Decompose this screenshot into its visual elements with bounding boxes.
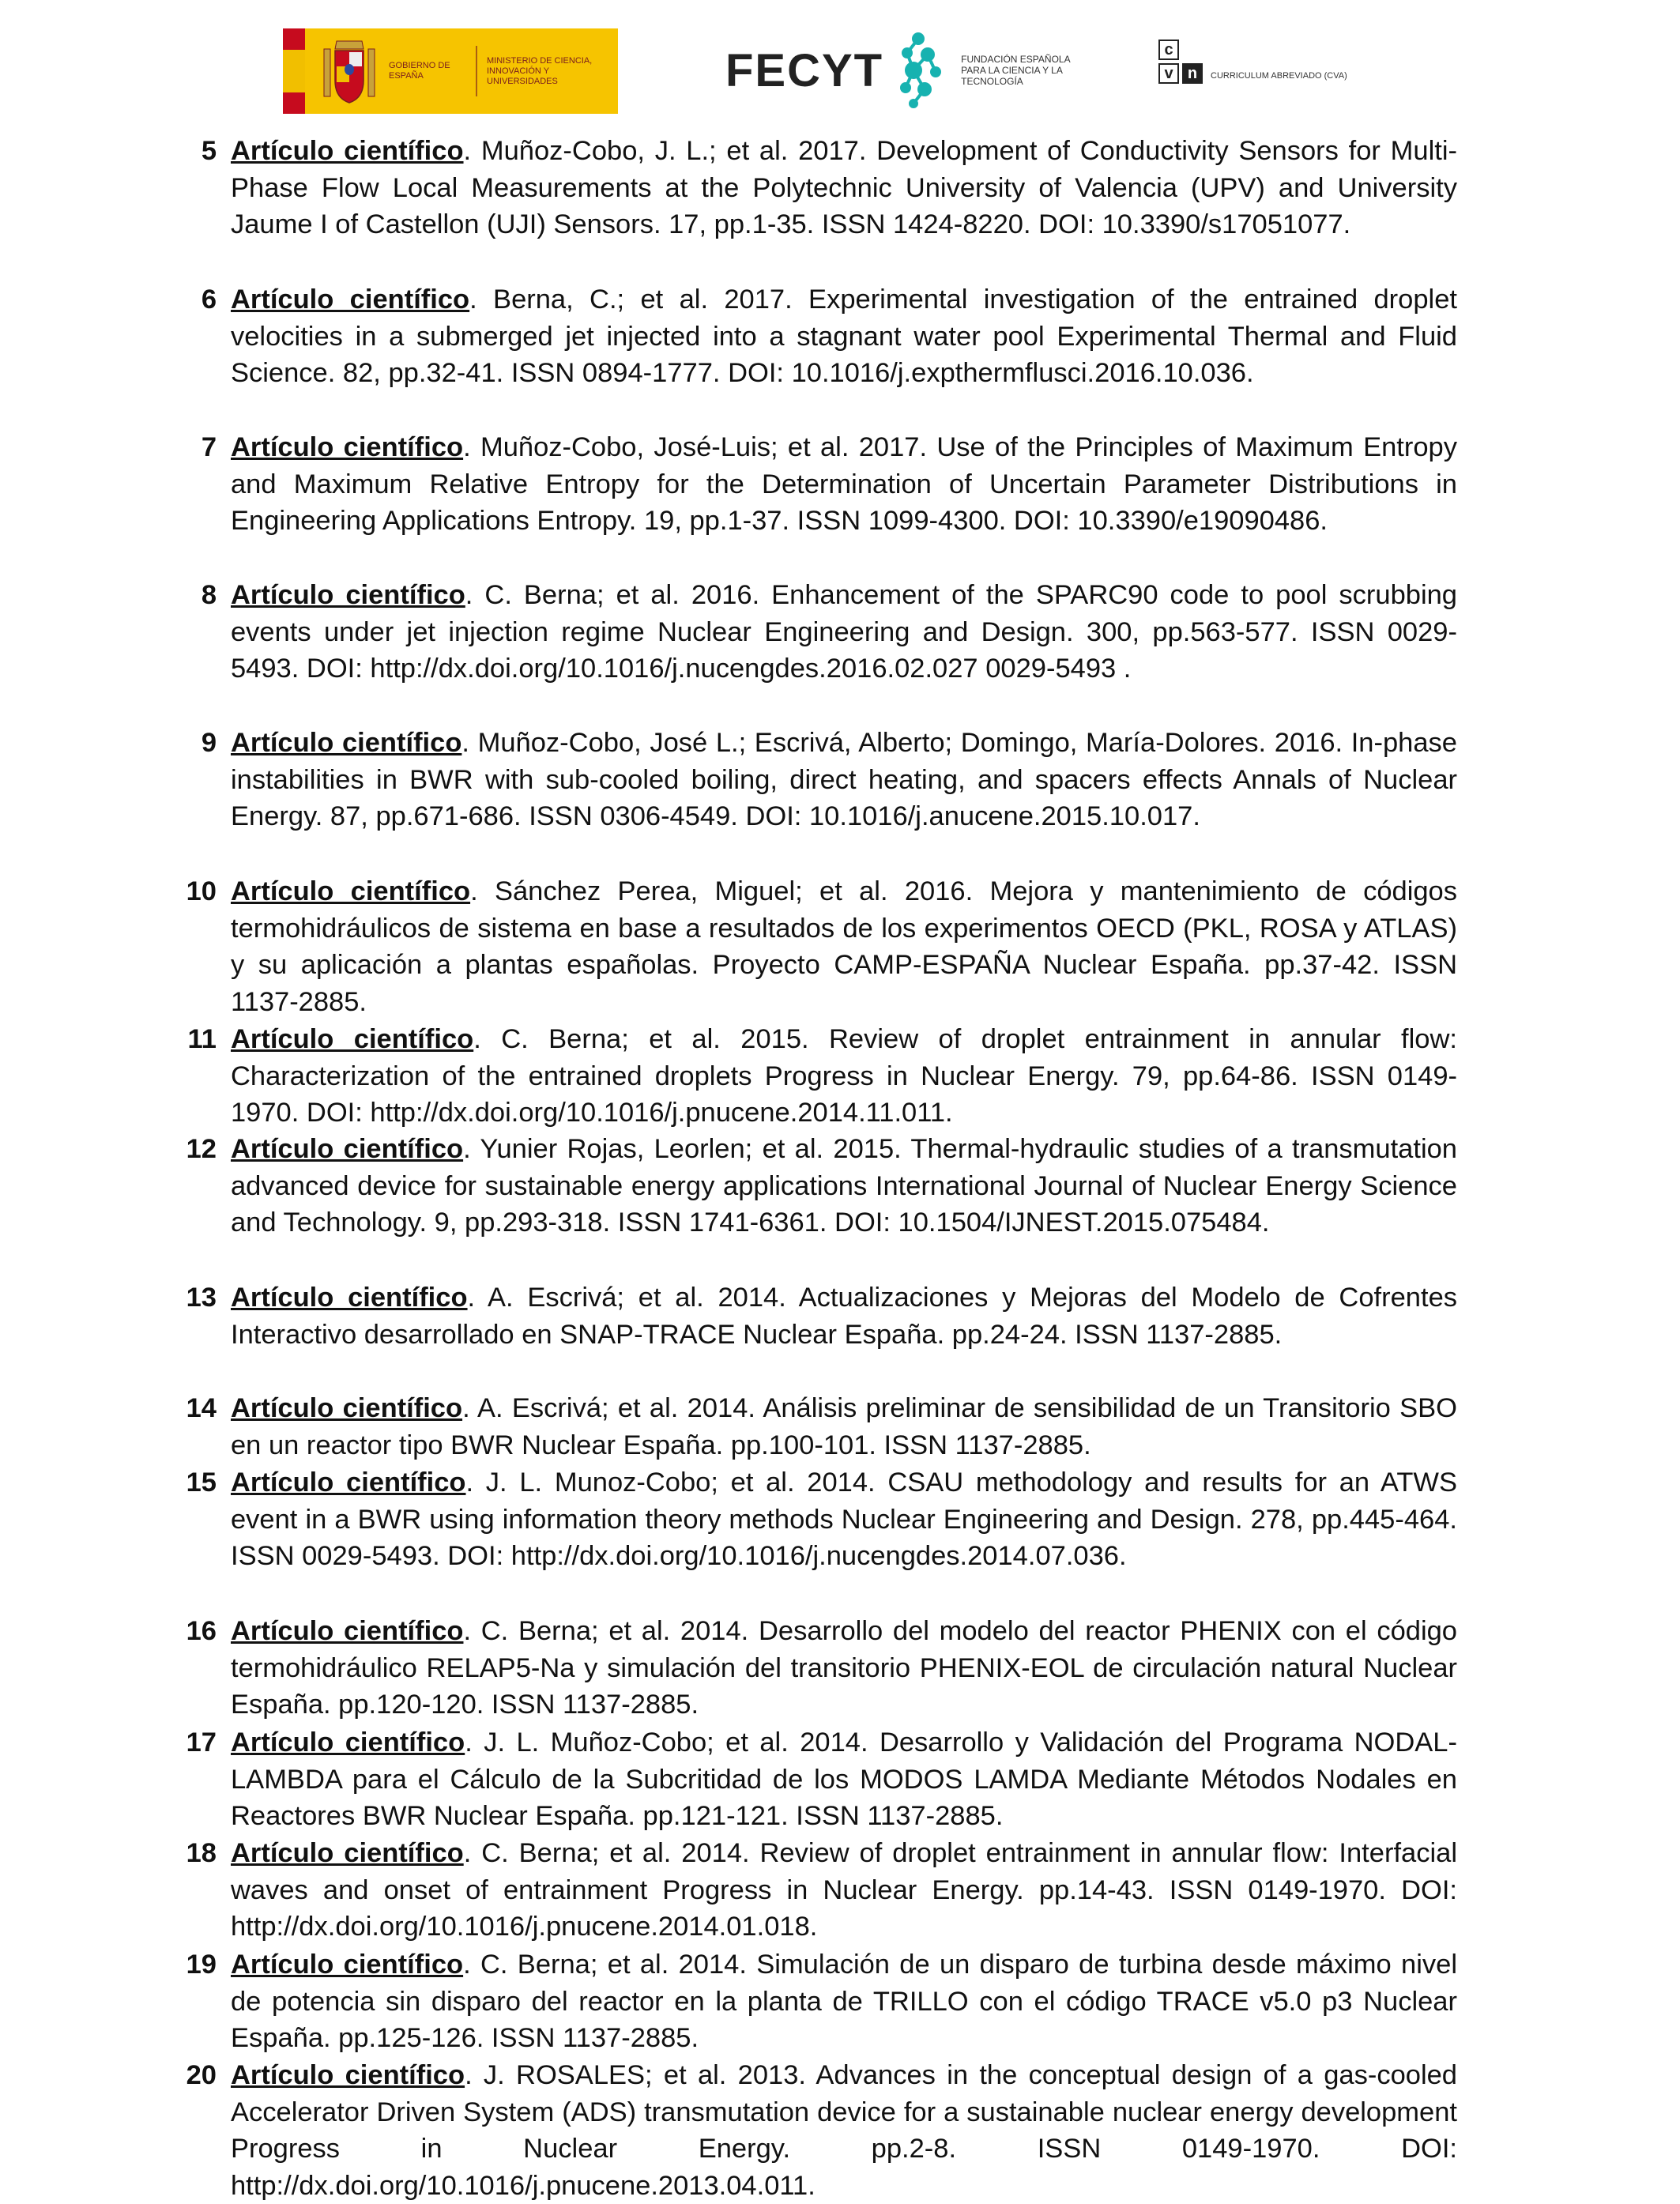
cvn-letter-v: v xyxy=(1158,63,1179,84)
entry-type-label: Artículo científico xyxy=(231,1950,464,1980)
entry-citation: . C. Berna; et al. 2015. Review of droplet entrainment in annular flow: Characterization of the entrained droplets Progress in Nuclear Energy. 79, pp.64-86. ISSN 0149-1970. DOI: http://dx.doi.org/10.1016/j.pnucene.2014.11.011. xyxy=(231,1024,1457,1128)
entry-text xyxy=(231,1613,1457,1724)
entry-number: 16 xyxy=(186,1616,217,1646)
entry-citation: . Yunier Rojas, Leorlen; et al. 2015. Thermal-hydraulic studies of a transmutation advanced device for sustainable energy applications International Journal of Nuclear Energy Science and Technology. 9, pp.293-318. ISSN 1741-6361. DOI: 10.1504/IJNEST.2015.075484. xyxy=(231,1134,1457,1238)
entry-number: 13 xyxy=(186,1283,217,1313)
entry-citation: . A. Escrivá; et al. 2014. Actualizaciones y Mejoras del Modelo de Cofrentes Interactivo desarrollado en SNAP-TRACE Nuclear España. pp.24-24. ISSN 1137-2885. xyxy=(231,1283,1458,1350)
entry-number: 17 xyxy=(186,1727,217,1758)
entry-citation: . C. Berna; et al. 2016. Enhancement of the SPARC90 code to pool scrubbing events under jet injection regime Nuclear Engineering and Design. 300, pp.563-577. ISSN 0029-5493. DOI: http://dx.doi.org/10.1016/j.nucengdes.2016.02.027 0029-5493 . xyxy=(231,580,1457,684)
entry-text xyxy=(231,281,1457,392)
entry-text xyxy=(231,1464,1457,1575)
entry-text xyxy=(231,1390,1457,1464)
entry-type-label: Artículo científico xyxy=(231,1393,463,1423)
entry-type-label: Artículo científico xyxy=(231,1467,466,1498)
entry-number: 20 xyxy=(186,2060,217,2090)
entry-text xyxy=(231,873,1457,1020)
entry-type-label: Artículo científico xyxy=(231,432,464,462)
entry-number: 15 xyxy=(186,1467,217,1498)
entry-text xyxy=(231,2057,1457,2204)
cvn-letter-n: n xyxy=(1182,63,1203,84)
entry-type-label: Artículo científico xyxy=(231,1283,468,1313)
fecyt-fullname: FUNDACIÓN ESPAÑOLA PARA LA CIENCIA Y LA TECNOLOGÍA xyxy=(961,54,1070,87)
entry-text xyxy=(231,1021,1457,1132)
entry-text xyxy=(231,725,1457,835)
entry-text xyxy=(231,577,1457,688)
entry-citation: . C. Berna; et al. 2014. Desarrollo del modelo del reactor PHENIX con el código termohidráulico RELAP5-Na y simulación del transitorio PHENIX-EOL de circulación natural Nuclear España. pp.120-120. ISSN 1137-2885. xyxy=(231,1616,1457,1720)
entry-citation: . Muñoz-Cobo, José-Luis; et al. 2017. Use of the Principles of Maximum Entropy and Maximum Relative Entropy for the Determination of Uncertain Parameter Distributions in Engineering Applications Entropy. 19, pp.1-37. ISSN 1099-4300. DOI: 10.3390/e19090486. xyxy=(231,432,1457,536)
entry-number: 5 xyxy=(201,136,217,166)
entry-type-label: Artículo científico xyxy=(231,1838,464,1868)
entry-text xyxy=(231,133,1457,243)
entry-number: 7 xyxy=(201,432,217,462)
entry-citation: . J. L. Muñoz-Cobo; et al. 2014. Desarrollo y Validación del Programa NODAL-LAMBDA para el Cálculo de la Subcritidad de los MODOS LAMDA Mediante Métodos Nodales en Reactores BWR Nuclear España. pp.121-121. ISSN 1137-2885. xyxy=(231,1727,1457,1831)
entry-type-label: Artículo científico xyxy=(231,136,464,166)
entry-number: 12 xyxy=(186,1134,217,1164)
entry-citation: . Berna, C.; et al. 2017. Experimental investigation of the entrained droplet velocities in a submerged jet injected into a stagnant water pool Experimental Thermal and Fluid Science. 82, pp.32-41. ISSN 0894-1777. DOI: 10.1016/j.expthermflusci.2016.10.036. xyxy=(231,284,1457,388)
entry-number: 11 xyxy=(187,1024,217,1054)
entry-number: 19 xyxy=(186,1950,217,1980)
entry-citation: . J. ROSALES; et al. 2013. Advances in the conceptual design of a gas-cooled Accelerator Driven System (ADS) transmutation device for a sustainable nuclear energy development Progress in Nuclear Energy. pp.2-8. ISSN 0149-1970. DOI: http://dx.doi.org/10.1016/j.pnucene.2013.04.011. xyxy=(231,2060,1457,2201)
entry-type-label: Artículo científico xyxy=(231,1134,464,1164)
gov-line2: MINISTERIO DE CIENCIA, INNOVACIÓN Y UNIVERSIDADES xyxy=(487,55,593,86)
entry-number: 10 xyxy=(186,876,217,906)
entry-type-label: Artículo científico xyxy=(231,728,462,758)
entry-number: 14 xyxy=(186,1393,217,1423)
entry-citation: . J. L. Munoz-Cobo; et al. 2014. CSAU methodology and results for an ATWS event in a BWR using information theory methods Nuclear Engineering and Design. 278, pp.445-464. ISSN 0029-5493. DOI: http://dx.doi.org/10.1016/j.nucengdes.2014.07.036. xyxy=(231,1467,1457,1571)
gov-line1: GOBIERNO DE ESPAÑA xyxy=(389,61,450,81)
entry-type-label: Artículo científico xyxy=(231,580,465,610)
entry-number: 6 xyxy=(201,284,217,315)
entry-type-label: Artículo científico xyxy=(231,2060,465,2090)
entry-number: 8 xyxy=(201,580,217,610)
entry-text xyxy=(231,1279,1457,1353)
entry-number: 18 xyxy=(186,1838,217,1868)
entry-citation: . Muñoz-Cobo, J. L.; et al. 2017. Development of Conductivity Sensors for Multi-Phase Flow Local Measurements at the Polytechnic University of Valencia (UPV) and University Jaume I of Castellon (UJI) Sensors. 17, pp.1-35. ISSN 1424-8220. DOI: 10.3390/s17051077. xyxy=(231,136,1457,239)
entry-citation: . C. Berna; et al. 2014. Simulación de un disparo de turbina desde máximo nivel de potencia sin disparo del reactor en la planta de TRILLO con el código TRACE v5.0 p3 Nuclear España. pp.125-126. ISSN 1137-2885. xyxy=(231,1950,1457,2053)
entry-type-label: Artículo científico xyxy=(231,1616,464,1646)
cvn-label: CURRICULUM ABREVIADO (CVA) xyxy=(1211,71,1347,81)
cvn-letter-c: c xyxy=(1158,40,1179,60)
entry-type-label: Artículo científico xyxy=(231,284,470,315)
entry-citation: . Sánchez Perea, Miguel; et al. 2016. Mejora y mantenimiento de códigos termohidráulicos de sistema en base a resultados de los experimentos OECD (PKL, ROSA y ATLAS) y su aplicación a plantas españolas. Proyecto CAMP-ESPAÑA Nuclear España. pp.37-42. ISSN 1137-2885. xyxy=(231,876,1457,1017)
entry-type-label: Artículo científico xyxy=(231,1727,465,1758)
entry-text xyxy=(231,1946,1457,2057)
entry-citation: . Muñoz-Cobo, José L.; Escrivá, Alberto; Domingo, María-Dolores. 2016. In-phase instabilities in BWR with sub-cooled boiling, direct heating, and spacers effects Annals of Nuclear Energy. 87, pp.671-686. ISSN 0306-4549. DOI: 10.1016/j.anucene.2015.10.017. xyxy=(231,728,1457,831)
entry-citation: . C. Berna; et al. 2014. Review of droplet entrainment in annular flow: Interfacial waves and onset of entrainment Progress in Nuclear Energy. pp.14-43. ISSN 0149-1970. DOI: http://dx.doi.org/10.1016/j.pnucene.2014.01.018. xyxy=(231,1838,1457,1942)
entry-citation: . A. Escrivá; et al. 2014. Análisis preliminar de sensibilidad de un Transitorio SBO en un reactor tipo BWR Nuclear España. pp.100-101. ISSN 1137-2885. xyxy=(231,1393,1457,1460)
entry-text xyxy=(231,429,1457,540)
entry-type-label: Artículo científico xyxy=(231,876,471,906)
entry-text xyxy=(231,1724,1457,1835)
entry-text xyxy=(231,1835,1457,1946)
entry-text xyxy=(231,1131,1457,1241)
fecyt-wordmark: FECYT xyxy=(725,44,884,96)
entry-type-label: Artículo científico xyxy=(231,1024,474,1054)
entry-number: 9 xyxy=(201,728,217,758)
